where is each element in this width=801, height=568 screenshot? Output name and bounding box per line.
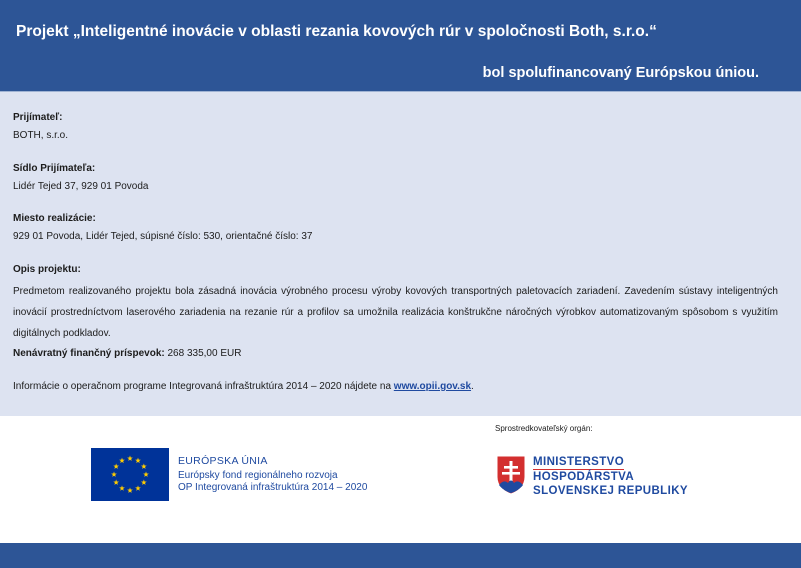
seat-section [13,163,778,192]
eu-star [127,488,133,493]
recipient-label: Prijímateľ: [13,112,63,123]
slovak-coat-of-arms-icon [496,455,526,495]
description-label: Opis projektu: [13,264,81,275]
opii-link[interactable]: www.opii.gov.sk [393,381,472,392]
bottom-bar [0,543,801,568]
eu-op-line: OP Integrovaná infraštruktúra 2014 – 2020 [178,482,368,493]
eu-star [141,464,147,469]
location-section [13,213,778,242]
location-label: Miesto realizácie: [13,213,96,224]
ministry-line2: HOSPODÁRSTVA [533,471,635,483]
eu-star [127,456,133,461]
eu-star [135,485,141,490]
description-text: Predmetom realizovaného projektu bola zásadná inovácia výrobného procesu výroby kovových transportných paletovacích zariadení. Zavedením sústavy inteligentných inovácií prostredníctvom laserového zariadenia na rezanie rúr a profilov sa umožnila realizácia konštrukčne náročných výrobkov automatizovaným spôsobom s využitím digitálnych podkladov. [13,286,778,339]
ministry-logo-text [533,455,688,498]
info-text: Informácie o operačnom programe Integrovaná infraštruktúra 2014 – 2020 nájdete na [13,381,394,392]
grant-label: Nenávratný finančný príspevok: [13,348,165,359]
eu-star [119,458,125,463]
recipient-section [13,112,778,141]
eu-star [113,480,119,485]
grant-section [13,348,778,359]
eu-logo-text [178,455,367,494]
location-value: 929 01 Povoda, Lidér Tejed, súpisné číslo: 530, orientačné číslo: 37 [13,231,313,242]
eu-fund-line: Európsky fond regionálneho rozvoja [178,470,338,481]
eu-star [135,458,141,463]
seat-value: Lidér Tejed 37, 929 01 Povoda [13,181,149,192]
seat-label: Sídlo Prijímateľa: [13,163,96,174]
project-cofinancing-note: bol spolufinancovaný Európskou úniou. [482,65,759,81]
eu-star [143,472,149,477]
intermediate-body-caption: Sprostredkovateľský orgán: [495,424,593,433]
ministry-line1: MINISTERSTVO [533,456,625,468]
description-section [13,264,778,344]
grant-value: 268 335,00 EUR [167,348,242,359]
eu-star [111,472,117,477]
info-end: . [471,381,474,392]
content-panel [0,92,801,416]
eu-title: EURÓPSKA ÚNIA [178,455,268,467]
project-title: Projekt „Inteligentné inovácie v oblasti rezania kovových rúr v spoločnosti Both, s.r.o.“ [16,23,657,40]
eu-star [119,485,125,490]
header-banner [0,0,801,92]
eu-star [141,480,147,485]
info-section [13,381,778,392]
recipient-value: BOTH, s.r.o. [13,130,69,141]
ministry-line3: SLOVENSKEJ REPUBLIKY [533,485,688,497]
eu-star [113,464,119,469]
eu-flag-icon [91,448,169,501]
